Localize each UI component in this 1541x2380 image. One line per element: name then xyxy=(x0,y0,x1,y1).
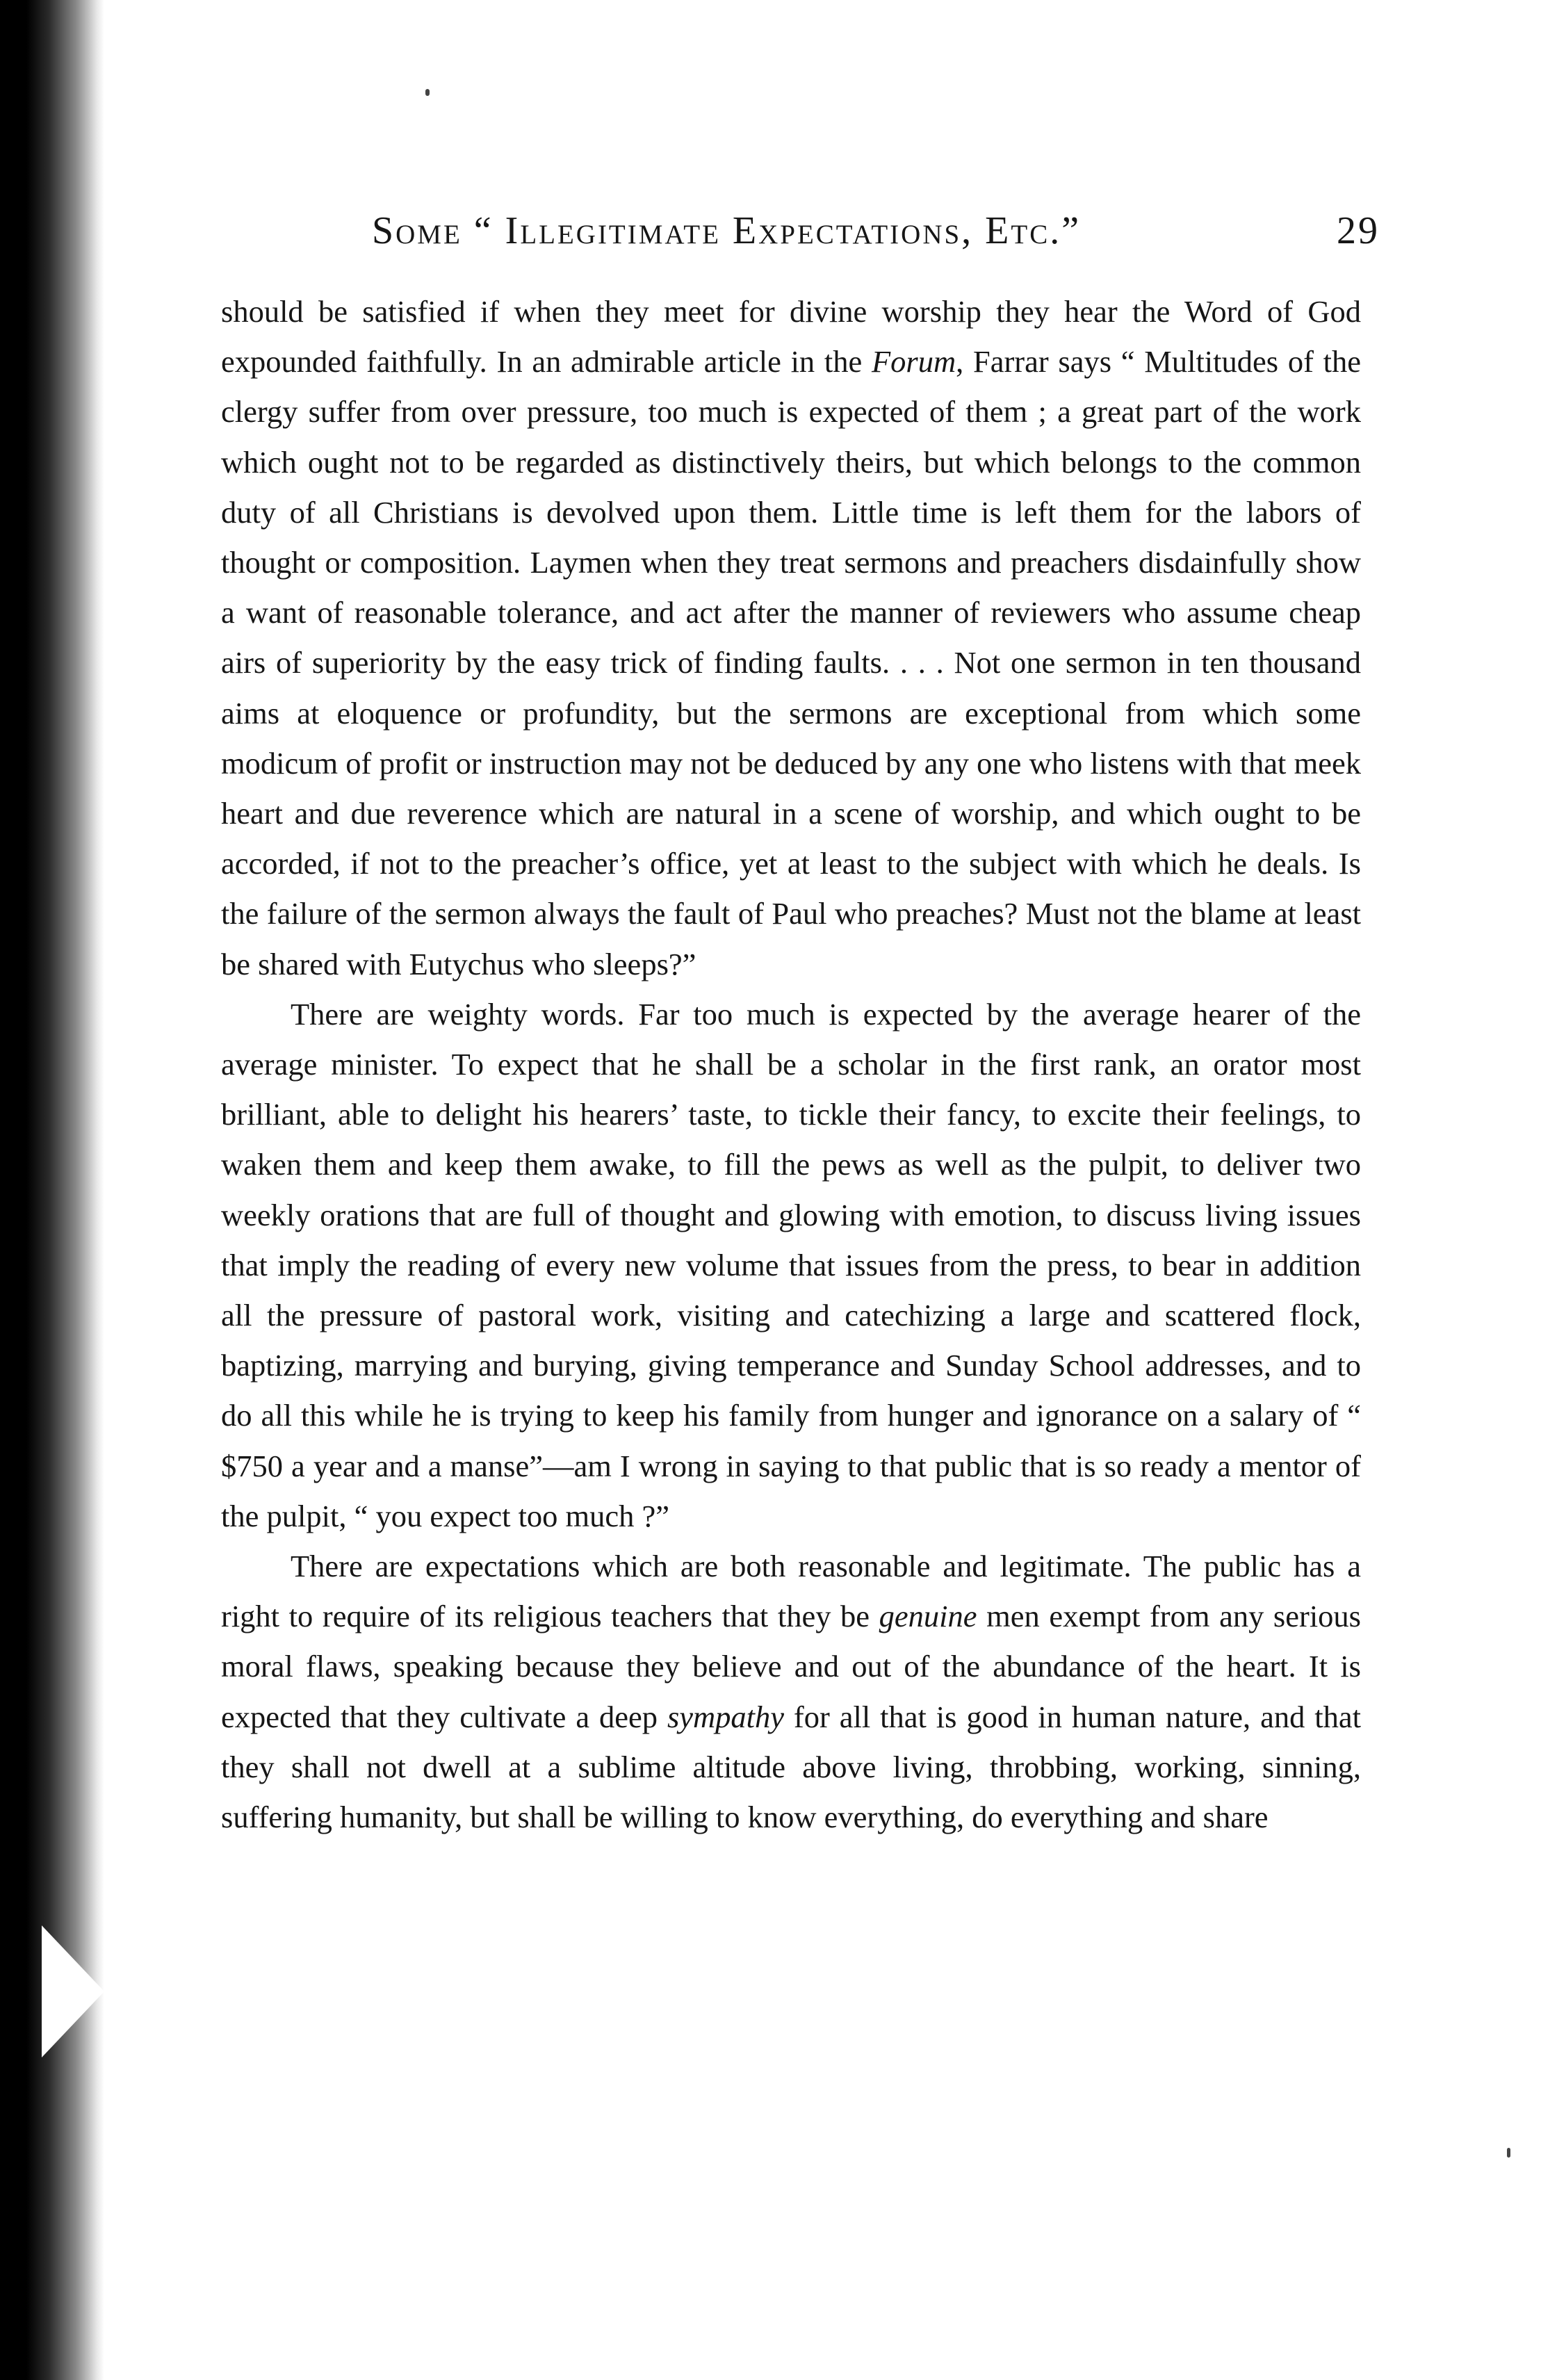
text-run: There are expectations which are both reasonable and legitimate. The public has a right to require of its religious teachers that they be xyxy=(221,1549,1361,1634)
text-run: There are weighty words. Far too much is expected by the average hearer of the average minister. To expect that he shall be a scholar in the first rank, an orator most brilliant, able to delight his hearers’ taste, to tickle their fancy, to excite their feelings, to waken them and keep them awake, to fill the pews as well as the pulpit, to deliver two weekly orations that are full of thought and glowing with emotion, to discuss living issues that imply the reading of every new volume that issues from the press, to bear in addition all the pressure of pastoral work, visiting and catechizing a large and scattered flock, baptizing, marrying and burying, giving temperance and Sunday School addresses, and to do all this while he is trying to keep his family from hunger and ignorance on a salary of “ $750 a year and a manse”—am I wrong in saying to that public that is so ready a mentor of the pulpit, “ you expect too much ?” xyxy=(221,996,1361,1533)
page-number: 29 xyxy=(1337,209,1380,252)
text-run: men exempt from any serious moral flaws, speaking because they believe and out of the abundance of the heart. It is expected that they cultivate a deep xyxy=(221,1599,1361,1734)
page-tear-mark xyxy=(42,1925,104,2057)
paragraph xyxy=(221,286,1361,989)
text-run: should be satisfied if when they meet for divine worship they hear the Word of God expounded faithfully. In an admirable article in the xyxy=(221,294,1361,380)
italic-run: genuine xyxy=(879,1599,977,1634)
paragraph xyxy=(221,989,1361,1541)
running-head-title: Some “ Illegitimate Expectations, Etc.” xyxy=(372,209,1082,252)
body-text xyxy=(221,286,1361,1842)
scan-speck xyxy=(1507,2148,1510,2158)
italic-run: Forum xyxy=(872,344,956,380)
scan-speck xyxy=(425,89,430,96)
running-head xyxy=(372,209,1380,264)
text-run: , Farrar says “ Multitudes of the clergy suffer from over pressure, too much is expected of them ; a great part of the work which ought not to be regarded as distinctively theirs, but which belongs to the common duty of all Christians is devolved upon them. Little time is left them for the labors of thought or composition. Laymen when they treat sermons and preachers disdainfully show a want of reasonable tolerance, and act after the manner of reviewers who assume cheap airs of superiority by the easy trick of finding faults. . . . Not one sermon in ten thousand aims at eloquence or profundity, but the sermons are exceptional from which some modicum of profit or instruction may not be deduced by any one who listens with that meek heart and due reverence which are natural in a scene of worship, and which ought to be accorded, if not to the preacher’s office, yet at least to the subject with which he deals. Is the failure of the sermon always the fault of Paul who preaches? Must not the blame at least be shared with Eutychus who sleeps?” xyxy=(221,344,1361,981)
paragraph xyxy=(221,1541,1361,1842)
italic-run: sympathy xyxy=(667,1699,785,1734)
text-run: for all that is good in human nature, and that they shall not dwell at a sublime altitude above living, throbbing, working, sinning, suffering humanity, but shall be willing to know everything, do everything and share xyxy=(221,1699,1361,1835)
